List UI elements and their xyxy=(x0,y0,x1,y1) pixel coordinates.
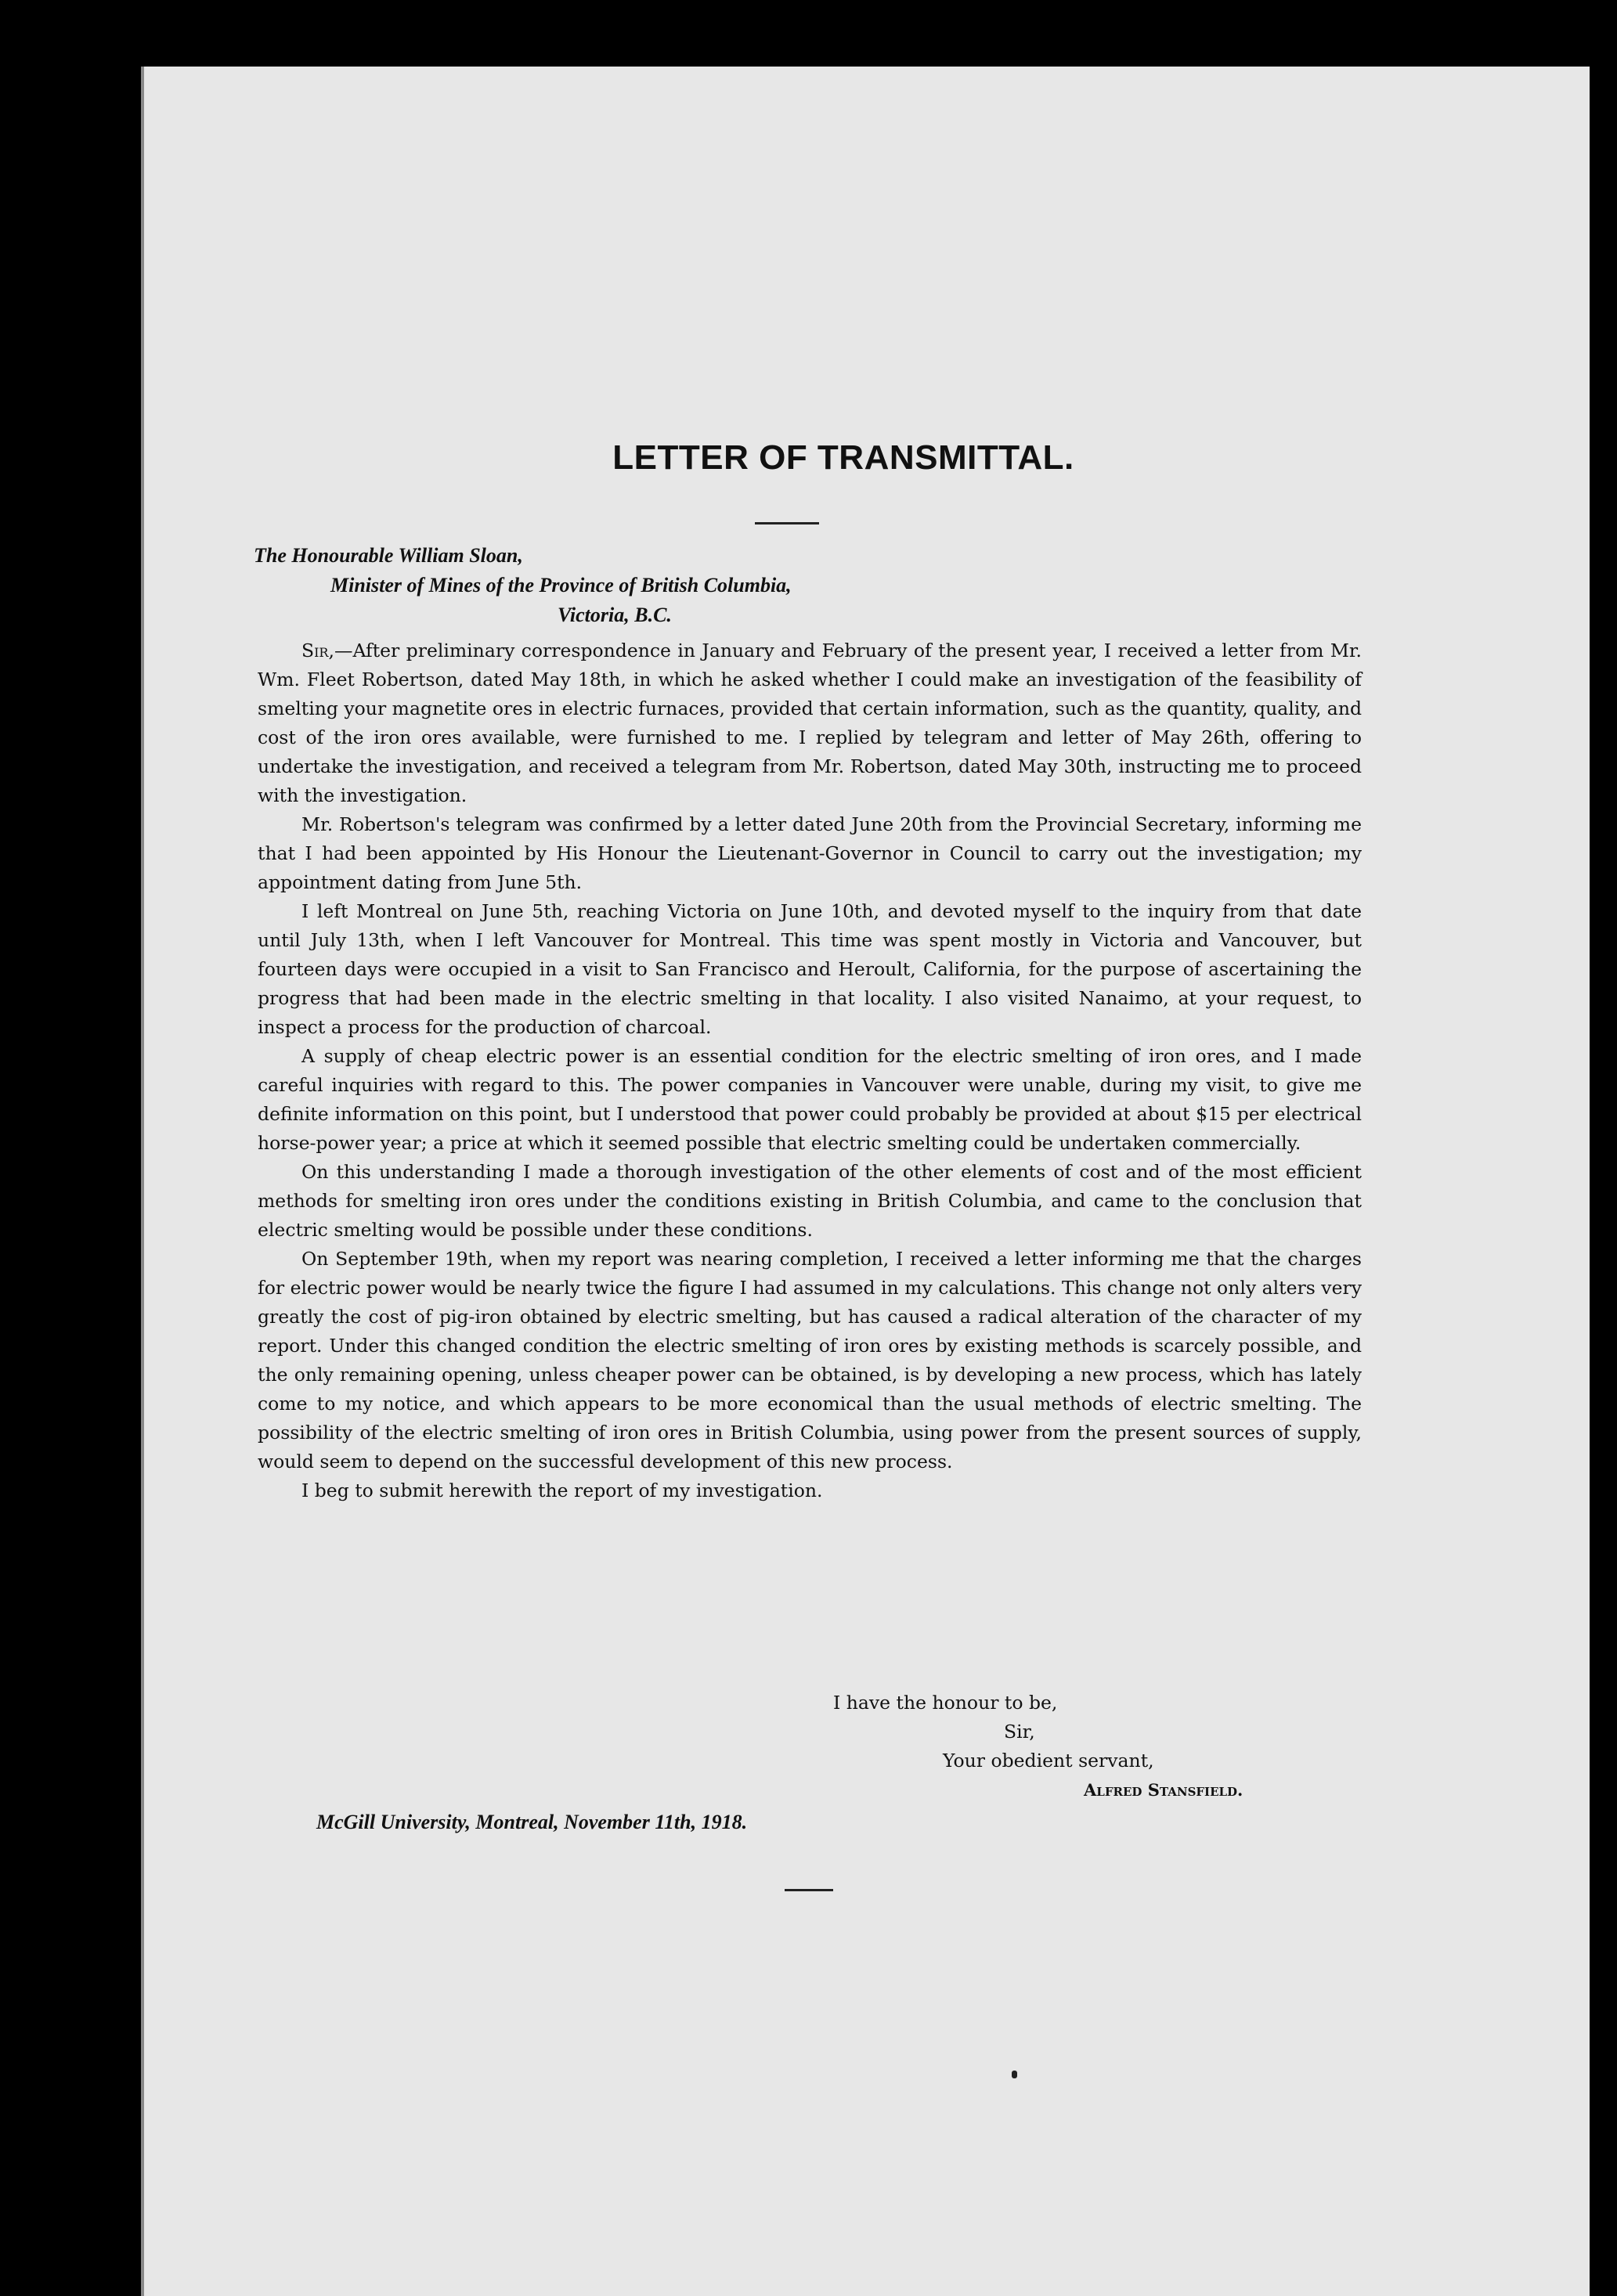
letter-closing xyxy=(833,1689,1243,1804)
addressee-title: Minister of Mines of the Province of British Columbia, xyxy=(330,574,792,597)
paragraph-5: On this understanding I made a thorough investigation of the other elements of cost and of the most efficient methods for smelting iron ores under the conditions existing in British Columbia, and came to the conclusion that electric smelting would be possible under these conditions. xyxy=(258,1161,1362,1241)
signature: Alfred Stansfield. xyxy=(1084,1780,1243,1800)
salutation: Sir, xyxy=(301,640,334,661)
addressee-location: Victoria, B.C. xyxy=(558,604,672,626)
document-page xyxy=(141,67,1590,2296)
paragraph-7: I beg to submit herewith the report of my investigation. xyxy=(301,1480,823,1501)
closing-divider xyxy=(785,1889,833,1891)
closing-line-2: Sir, xyxy=(1004,1721,1035,1743)
paragraph-1: Sir,—After preliminary correspondence in January and February of the present year, I received a letter from Mr. Wm. Fleet Robertson, dated May 18th, in which he asked whether I could make an investigation of the feasibility of smelting your magnetite ores in electric furnaces, provided that certain information, such as the quantity, quality, and cost of the iron ores available, were furnished to me. I replied by telegram and letter of May 26th, offering to undertake the investigation, and received a telegram from Mr. Robertson, dated May 30th, instructing me to proceed with the investigation. xyxy=(258,640,1362,806)
paragraph-6: On September 19th, when my report was nearing completion, I received a letter informing me that the charges for electric power would be nearly twice the figure I had assumed in my calculations. This change not only alters very greatly the cost of pig-iron obtained by electric smelting, but has caused a radical alteration of the character of my report. Under this changed condition the electric smelting of iron ores by existing methods is scarcely possible, and the only remaining opening, unless cheaper power can be obtained, is by developing a new process, which has lately come to my notice, and which appears to be more economical than the usual methods of electric smelting. The possibility of the electric smelting of iron ores in British Columbia, using power from the present sources of supply, would seem to depend on the successful development of this new process. xyxy=(258,1248,1362,1472)
paragraph-2: Mr. Robertson's telegram was confirmed by a letter dated June 20th from the Provincial Secretary, informing me that I had been appointed by His Honour the Lieutenant-Governor in Council to carry out the investigation; my appointment dating from June 5th. xyxy=(258,813,1362,893)
paragraph-3: I left Montreal on June 5th, reaching Victoria on June 10th, and devoted myself to the inquiry from that date until July 13th, when I left Vancouver for Montreal. This time was spent mostly in Victoria and Vancouver, but fourteen days were occupied in a visit to San Francisco and Heroult, California, for the purpose of ascertaining the progress that had been made in the electric smelting in that locality. I also visited Nanaimo, at your request, to inspect a process for the production of charcoal. xyxy=(258,900,1362,1038)
page-speck xyxy=(1012,2071,1017,2078)
title-divider xyxy=(755,522,819,524)
page-title: LETTER OF TRANSMITTAL. xyxy=(612,438,1074,477)
addressee-name: The Honourable William Sloan, xyxy=(254,544,523,567)
place-date: McGill University, Montreal, November 11th, 1918. xyxy=(316,1811,748,1833)
closing-line-3: Your obedient servant, xyxy=(943,1750,1154,1772)
paragraph-4: A supply of cheap electric power is an essential condition for the electric smelting of iron ores, and I made careful inquiries with regard to this. The power companies in Vancouver were unable, during my visit, to give me definite information on this point, but I understood that power could probably be provided at about $15 per electrical horse-power year; a price at which it seemed possible that electric smelting could be undertaken commercially. xyxy=(258,1045,1362,1154)
closing-line-1: I have the honour to be, xyxy=(833,1692,1058,1714)
letter-body xyxy=(258,636,1362,1505)
